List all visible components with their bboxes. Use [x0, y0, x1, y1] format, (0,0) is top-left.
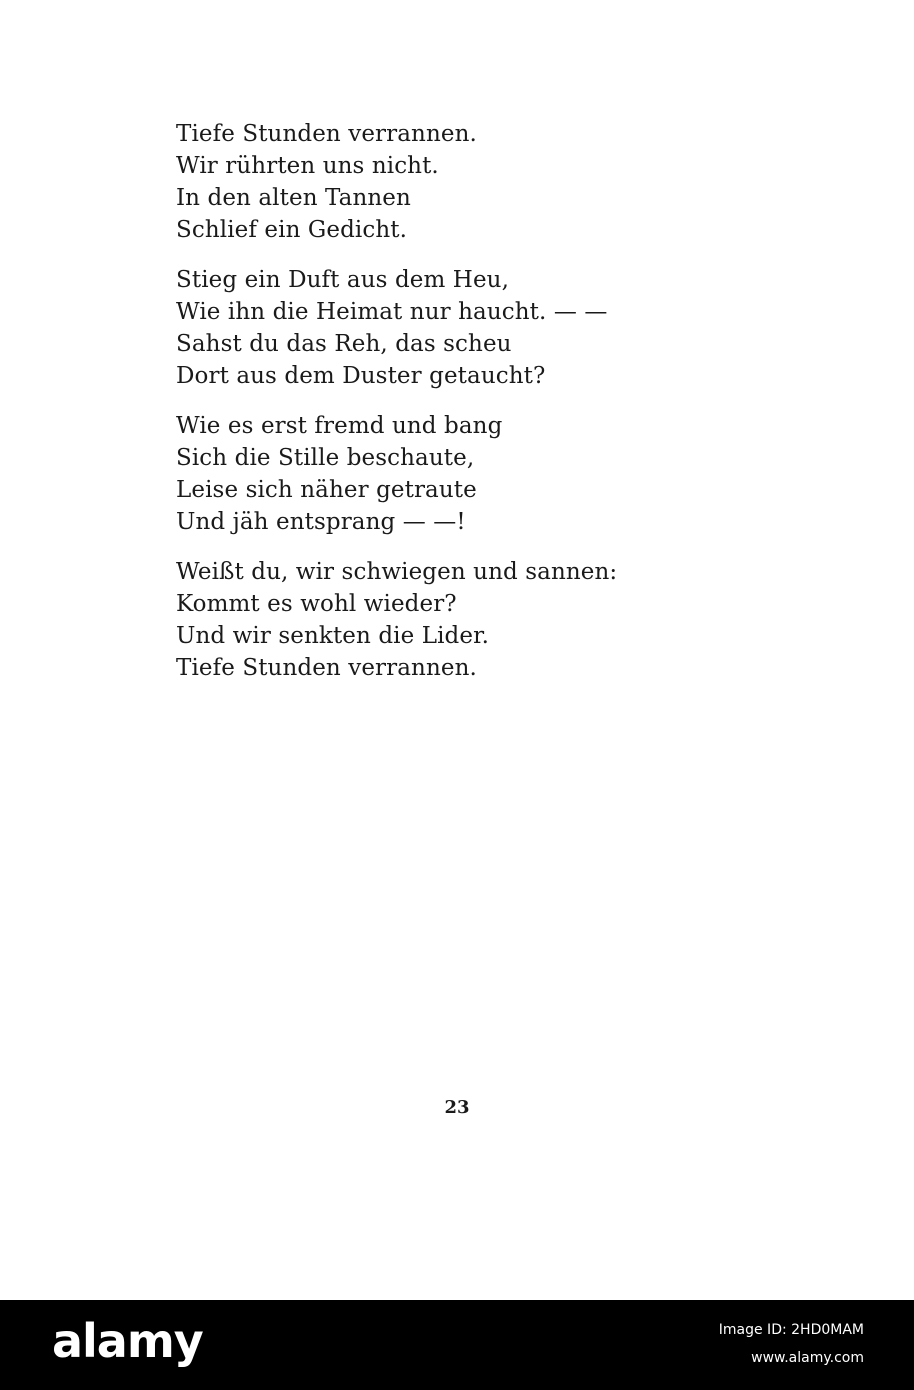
poem-line: Schlief ein Gedicht. — [176, 217, 408, 243]
poem-line: Tiefe Stunden verrannen. — [176, 655, 477, 681]
poem-line: Sich die Stille beschaute, — [176, 445, 475, 471]
brand-logo: alamy — [52, 1314, 203, 1368]
poem-line: Wir rührten uns nicht. — [176, 153, 439, 179]
poem-line: Tiefe Stunden verrannen. — [176, 121, 477, 147]
poem-line: Kommt es wohl wieder? — [176, 591, 457, 617]
stanza-4 — [176, 556, 696, 684]
stanza-3 — [176, 410, 696, 538]
poem — [176, 118, 696, 702]
stanza-1 — [176, 118, 696, 246]
watermark-footer — [0, 1300, 914, 1390]
poem-line: Und jäh entsprang — —! — [176, 509, 466, 535]
image-id: Image ID: 2HD0MAM — [718, 1322, 864, 1338]
poem-line: In den alten Tannen — [176, 185, 411, 211]
poem-line: Stieg ein Duft aus dem Heu, — [176, 267, 509, 293]
poem-line: Leise sich näher getraute — [176, 477, 477, 503]
poem-line: Und wir senkten die Lider. — [176, 623, 490, 649]
poem-line: Sahst du das Reh, das scheu — [176, 331, 512, 357]
site-url: www.alamy.com — [751, 1350, 864, 1366]
stanza-2 — [176, 264, 696, 392]
poem-line: Wie es erst fremd und bang — [176, 413, 503, 439]
page-number: 23 — [444, 1097, 470, 1118]
poem-line: Wie ihn die Heimat nur haucht. — — — [176, 299, 608, 325]
poem-line: Weißt du, wir schwiegen und sannen: — [176, 559, 618, 585]
poem-line: Dort aus dem Duster getaucht? — [176, 363, 546, 389]
